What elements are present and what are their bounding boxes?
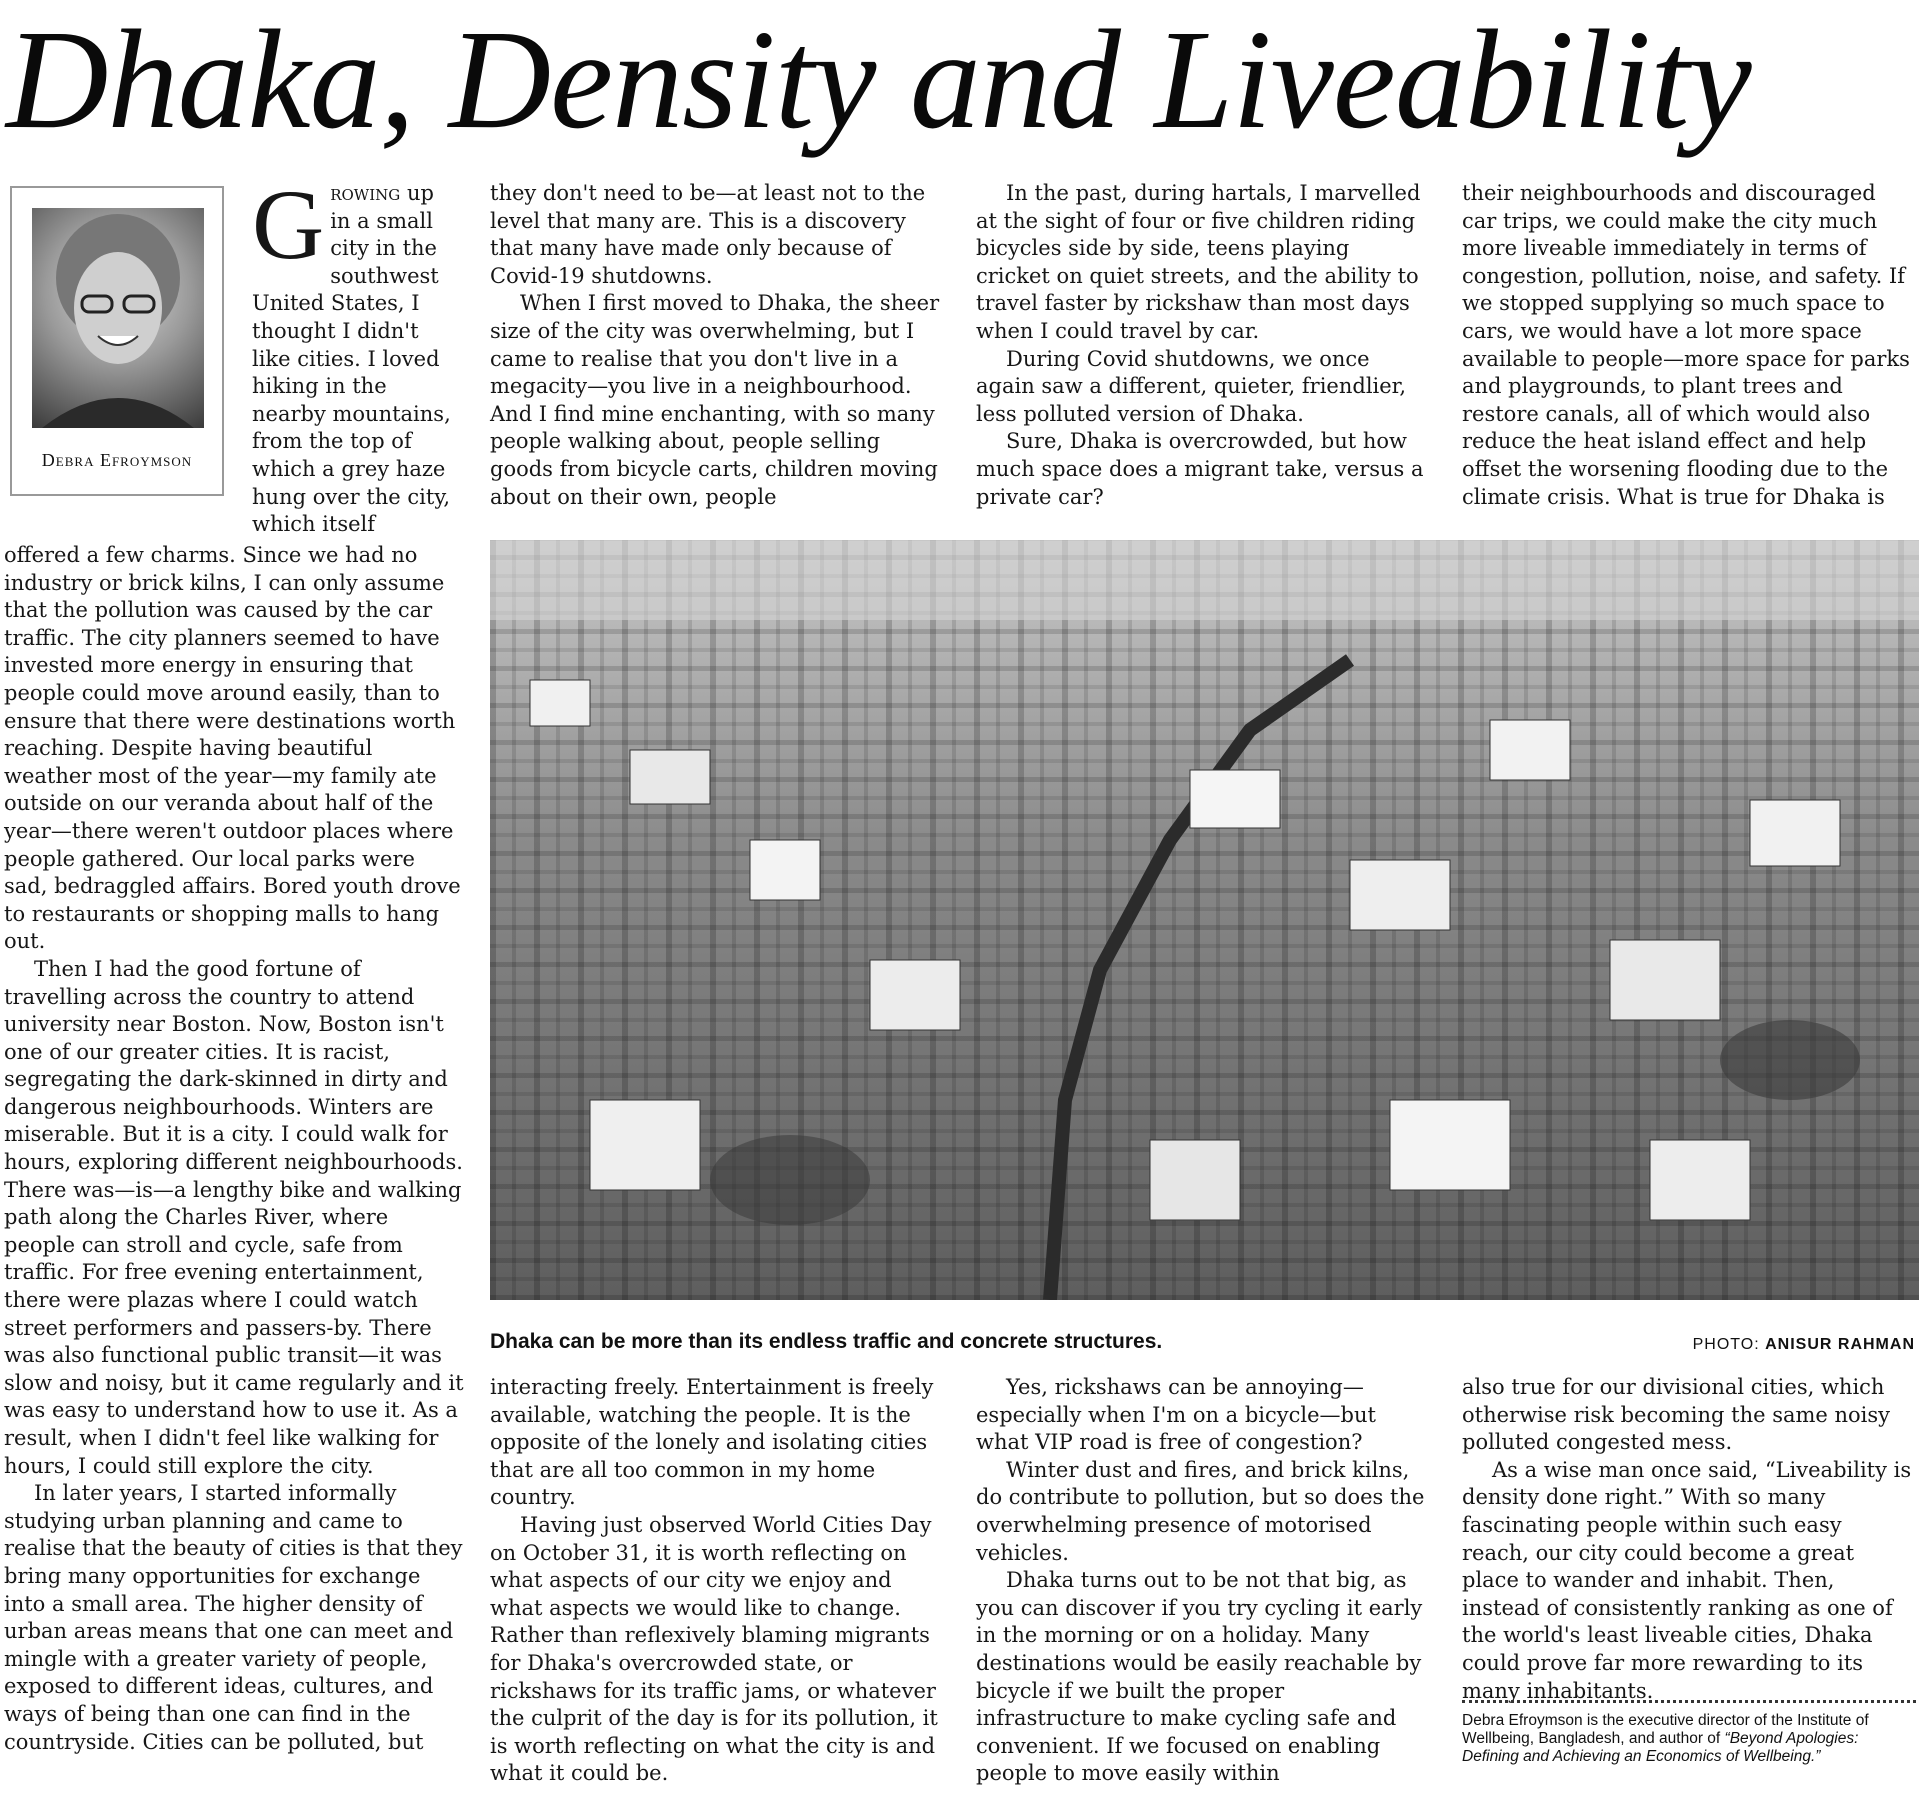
paragraph: In the past, during hartals, I marvelled at the sight of four or five children riding bicycles side by side, teens playing cricket on quiet streets, and the ability to travel faster by rickshaw than most days when I could travel by car. bbox=[976, 181, 1421, 343]
lead-words: rowing bbox=[330, 181, 401, 205]
paragraph: Dhaka turns out to be not that big, as you can discover if you try cycling it early in the morning or on a holiday. Many destinations would be easily reachable by bicycle if we built the proper infrastructure to make cycling safe and convenient. If we focused on enabling people to move easily within bbox=[976, 1568, 1423, 1786]
paragraph: Sure, Dhaka is overcrowded, but how much space does a migrant take, versus a private car? bbox=[976, 429, 1424, 509]
paragraph: When I first moved to Dhaka, the sheer size of the city was overwhelming, but I came to realise that you don't live in a megacity—you live in a neighbourhood. And I find mine enchanting, with so many people walking about, people selling goods from bicycle carts, children moving about on their own, people bbox=[490, 291, 940, 509]
paragraph: their neighbourhoods and discouraged car trips, we could make the city much more liveable immediately in terms of congestion, pollution, noise, and safety. If we stopped supplying so much space to cars, we would have a lot more space available to people—more space for parks and playgrounds, to plant trees and restore canals, all of which would also reduce the heat island effect and help offset the worsening flooding due to the climate crisis. What is true for Dhaka is bbox=[1462, 181, 1910, 509]
headline: Dhaka, Density and Liveability bbox=[6, 0, 1751, 158]
paragraph: Having just observed World Cities Day on October 31, it is worth reflecting on what aspects of our city we enjoy and what aspects we would like to change. Rather than reflexively blaming migrants for Dhaka's overcrowded state, or rickshaws for its traffic jams, or whatever the culprit of the day is for its pollution, it is worth reflecting on what the city is and what it could be. bbox=[490, 1512, 938, 1786]
column-4-bottom bbox=[1462, 1374, 1914, 1705]
author-portrait bbox=[32, 208, 204, 428]
intro-paragraph bbox=[252, 169, 452, 539]
paragraph: interacting freely. Entertainment is freely available, watching the people. It is the opposite of the lonely and isolating cities that are all too common in my home country. bbox=[490, 1375, 934, 1510]
paragraph: also true for our divisional cities, which otherwise risk becoming the same noisy polluted congested mess. bbox=[1462, 1375, 1891, 1455]
paragraph: Then I had the good fortune of travelling across the country to attend university near Boston. Now, Boston isn't one of our greater cities. It is racist, segregating the dark-skinned in dirty and dangerous neighbourhoods. Winters are miserable. But it is a city. I could walk for hours, exploring different neighbourhoods. There was—is—a lengthy bike and walking path along the Charles River, where people can stroll and cycle, safe from traffic. For free evening entertainment, there were plazas where I could watch street performers and passers-by. There was also functional public transit—it was slow and noisy, but it came regularly and it was easy to understand how to use it. As a result, when I didn't feel like walking for hours, I could still explore the city. bbox=[4, 956, 464, 1478]
bio-text: Debra Efroymson is the executive director of the Institute of Wellbeing, Bangladesh, and author of bbox=[1462, 1712, 1869, 1747]
photo-caption: Dhaka can be more than its endless traffic and concrete structures. bbox=[490, 1330, 1163, 1353]
city-aerial-photo bbox=[490, 540, 1919, 1300]
photo-credit bbox=[1693, 1336, 1915, 1354]
city-photo-art bbox=[490, 540, 1919, 1300]
paragraph: During Covid shutdowns, we once again saw a different, quieter, friendlier, less polluted version of Dhaka. bbox=[976, 346, 1407, 426]
column-4-top bbox=[1462, 180, 1914, 511]
paragraph: In later years, I started informally studying urban planning and came to realise that the beauty of cities is that they bring many opportunities for exchange into a small area. The higher density of urban areas means that one can meet and mingle with a greater variety of people, exposed to different ideas, cultures, and ways of being than one can find in the countryside. Cities can be polluted, but bbox=[4, 1481, 463, 1754]
paragraph: Winter dust and fires, and brick kilns, do contribute to pollution, but so does the overwhelming presence of motorised vehicles. bbox=[976, 1457, 1425, 1565]
bio-book-title: “Beyond Apologies: Defining and Achieving an Economics of Wellbeing.” bbox=[1462, 1730, 1859, 1765]
intro-text: up in a small city in the southwest United States, I thought I didn't like cities. I loved hiking in the nearby mountains, from the top of which a grey haze hung over the city, which itself bbox=[252, 181, 451, 537]
dropcap: G bbox=[252, 169, 325, 280]
author-caption: Debra Efroymson bbox=[41, 450, 193, 470]
column-2-top bbox=[490, 180, 945, 511]
photo-credit-label: PHOTO: bbox=[1692, 1336, 1766, 1353]
bio-divider bbox=[1462, 1700, 1916, 1703]
author-photo-box bbox=[10, 186, 224, 496]
column-3-bottom bbox=[976, 1374, 1426, 1788]
author-bio bbox=[1462, 1712, 1912, 1766]
photo-credit-name: ANISUR RAHMAN bbox=[1765, 1336, 1915, 1353]
column-2-bottom bbox=[490, 1374, 945, 1788]
paragraph: As a wise man once said, “Liveability is density done right.” With so many fascinating people within such easy reach, our city could become a great place to wander and inhabit. Then, instead of consistently ranking as one of the world's least liveable cities, Dhaka could prove far more rewarding to its many inhabitants. bbox=[1462, 1457, 1912, 1703]
column-1-top bbox=[252, 169, 452, 539]
paragraph: offered a few charms. Since we had no industry or brick kilns, I can only assume that the pollution was caused by the car traffic. The city planners seemed to have invested more energy in ensuring that people could move around easily, than to ensure that there were destinations worth reaching. Despite having beautiful weather most of the year—my family ate outside on our veranda about half of the year—there weren't outdoor places where people gathered. Our local parks were sad, bedraggled affairs. Bored youth drove to restaurants or shopping malls to hang out. bbox=[4, 543, 461, 954]
paragraph: they don't need to be—at least not to the level that many are. This is a discovery that many have made only because of Covid-19 shutdowns. bbox=[490, 181, 926, 288]
column-1-bottom bbox=[4, 542, 464, 1756]
column-3-top bbox=[976, 180, 1426, 511]
paragraph: Yes, rickshaws can be annoying—especially when I'm on a bicycle—but what VIP road is free of congestion? bbox=[976, 1375, 1376, 1455]
